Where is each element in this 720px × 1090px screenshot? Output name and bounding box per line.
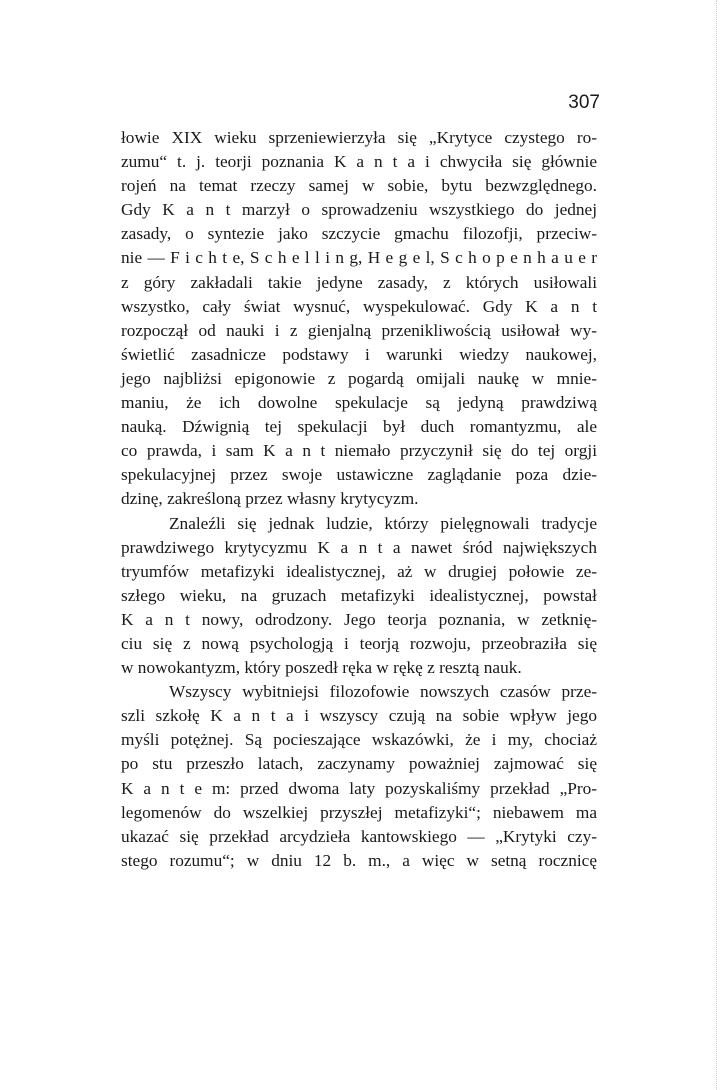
text-line: jego najbliżsi epigonowie z pogardą omijali naukę w mnie- xyxy=(121,368,597,388)
text-line: maniu, że ich dowolne spekulacje są jedyną prawdziwą xyxy=(121,393,597,413)
text-line: stego rozumu“; w dniu 12 b. m., a więc w setną rocznicę xyxy=(121,850,597,870)
text-line: ciu się z nową psychologją i teorją rozwoju, przeobraziła się xyxy=(121,633,597,653)
text-line: po stu przeszło latach, zaczynamy poważniej zajmować się xyxy=(121,754,597,774)
text-line: Gdy K a n t marzył o sprowadzeniu wszystkiego do jednej xyxy=(121,200,597,220)
text-line: świetlić zasadnicze podstawy i warunki wiedzy naukowej, xyxy=(121,344,597,364)
text-line: legomenów do wszelkiej przyszłej metafizyki“; niebawem ma xyxy=(121,802,597,822)
text-line: rozpoczął od nauki i z gienjalną przenikliwością usiłował wy- xyxy=(121,320,597,340)
text-line: szli szkołę K a n t a i wszyscy czują na sobie wpływ jego xyxy=(121,706,597,726)
page-edge-divider xyxy=(716,0,720,1090)
text-line: zumu“ t. j. teorji poznania K a n t a i chwyciła się głównie xyxy=(121,152,597,172)
text-line: z góry zakładali takie jedyne zasady, z których usiłowali xyxy=(121,272,597,292)
text-line: nie — F i c h t e, S c h e l l i n g, H e g e l, S c h o p e n h a u e r xyxy=(121,248,597,268)
text-line: K a n t e m: przed dwoma laty pozyskaliśmy przekład „Pro- xyxy=(121,778,597,798)
text-line: w nowokantyzm, który poszedł ręka w rękę z resztą nauk. xyxy=(121,658,522,678)
text-line: rojeń na temat rzeczy samej w sobie, bytu bezwzględnego. xyxy=(121,176,597,196)
text-line: łowie XIX wieku sprzeniewierzyła się „Krytyce czystego ro- xyxy=(121,128,597,147)
text-line: nauką. Dźwignią tej spekulacji był duch romantyzmu, ale xyxy=(121,417,597,437)
text-line: wszystko, cały świat wysnuć, wyspekulować. Gdy K a n t xyxy=(121,296,597,316)
paragraph-start-line: Znaleźli się jednak ludzie, którzy pielęgnowali tradycje xyxy=(169,513,597,533)
text-line: K a n t nowy, odrodzony. Jego teorja poznania, w zetknię- xyxy=(121,609,597,629)
text-line: dzinę, zakreśloną przez własny krytycyzm. xyxy=(121,489,419,509)
body-text xyxy=(121,126,597,873)
text-line: myśli potężnej. Są pocieszające wskazówki, że i my, chociaż xyxy=(121,730,597,750)
text-line: zasady, o syntezie jako szczycie gmachu filozofji, przeciw- xyxy=(121,224,597,244)
text-line: co prawda, i sam K a n t niemało przyczynił się do tej orgji xyxy=(121,441,597,461)
text-line: spekulacyjnej przez swoje ustawiczne zaglądanie poza dzie- xyxy=(121,465,597,485)
text-line: ukazać się przekład arcydzieła kantowskiego — „Krytyki czy- xyxy=(121,826,597,846)
text-line: szłego wieku, na gruzach metafizyki idealistycznej, powstał xyxy=(121,585,597,605)
page-number: 307 xyxy=(568,92,600,113)
text-line: tryumfów metafizyki idealistycznej, aż w drugiej połowie ze- xyxy=(121,561,597,581)
text-line: prawdziwego krytycyzmu K a n t a nawet śród największych xyxy=(121,537,597,557)
paragraph-start-line: Wszyscy wybitniejsi filozofowie nowszych czasów prze- xyxy=(169,682,597,702)
